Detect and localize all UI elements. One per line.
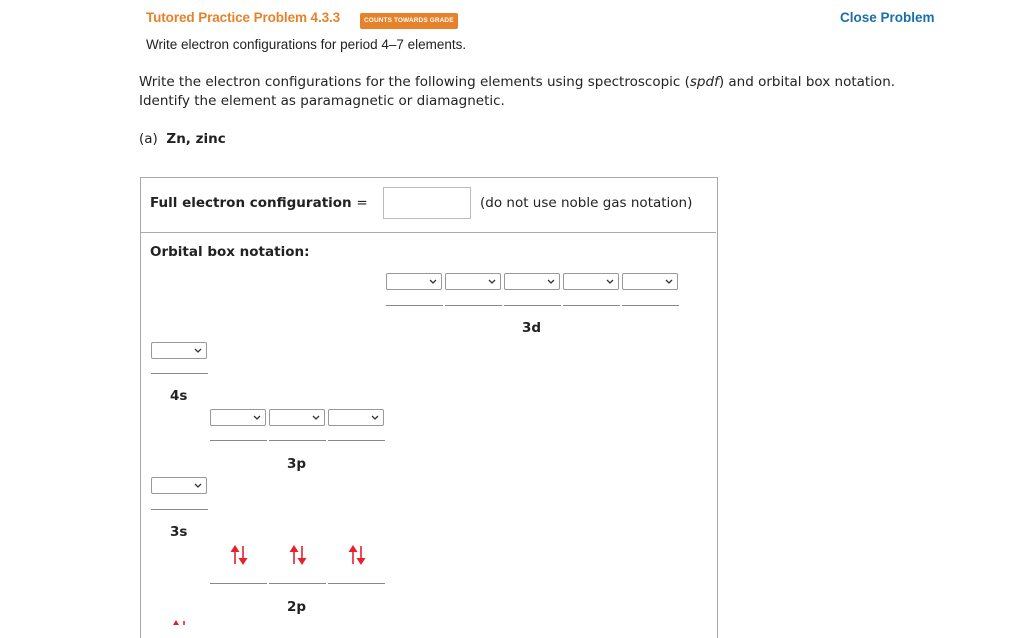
config-input[interactable] <box>383 187 471 219</box>
orbital-select-3d-3[interactable] <box>504 273 560 290</box>
orbital-line <box>210 583 267 584</box>
sublevel-label-3s: 3s <box>170 524 188 540</box>
chevron-down-icon <box>605 274 615 289</box>
chevron-down-icon <box>428 274 438 289</box>
chevron-down-icon <box>370 410 380 425</box>
close-problem-link[interactable]: Close Problem <box>840 10 935 25</box>
orbital-select-3p-2[interactable] <box>269 409 325 426</box>
config-label: Full electron configuration = <box>150 195 368 211</box>
sublevel-label-4s: 4s <box>170 388 188 404</box>
element-name: Zn, zinc <box>166 131 226 147</box>
orbital-select-3p-1[interactable] <box>210 409 266 426</box>
orbital-line <box>622 305 679 306</box>
orbital-select-3d-4[interactable] <box>563 273 619 290</box>
question-prompt: Write the electron configurations for the following elements using spectroscopic (spdf) and orbital box notation. Identify the element as paramagnetic or diamagnetic. <box>139 74 896 109</box>
orbital-line <box>386 305 443 306</box>
chevron-down-icon <box>664 274 674 289</box>
orbital-line <box>563 305 620 306</box>
chevron-down-icon <box>193 343 203 358</box>
orbital-line <box>210 440 267 441</box>
orbital-select-3s[interactable] <box>151 477 207 494</box>
up-down-arrows-icon <box>229 544 249 566</box>
problem-title: Tutored Practice Problem 4.3.3 <box>146 10 341 25</box>
sublevel-label-3p: 3p <box>287 456 307 472</box>
orbital-select-3p-3[interactable] <box>328 409 384 426</box>
orbital-line <box>328 583 385 584</box>
orbital-line <box>269 583 326 584</box>
orbital-select-4s[interactable] <box>151 342 207 359</box>
chevron-down-icon <box>193 478 203 493</box>
chevron-down-icon <box>487 274 497 289</box>
sublevel-label-2p: 2p <box>287 599 307 615</box>
orbital-line <box>269 440 326 441</box>
orbital-box-label: Orbital box notation: <box>150 244 310 260</box>
chevron-down-icon <box>546 274 556 289</box>
up-down-arrows-icon <box>170 617 190 625</box>
sublevel-label-3d: 3d <box>522 320 542 336</box>
orbital-select-3d-2[interactable] <box>445 273 501 290</box>
orbital-line <box>504 305 561 306</box>
orbital-line <box>328 440 385 441</box>
up-down-arrows-icon <box>347 544 367 566</box>
chevron-down-icon <box>311 410 321 425</box>
counts-towards-grade-badge: COUNTS TOWARDS GRADE <box>360 13 458 29</box>
chevron-down-icon <box>252 410 262 425</box>
orbital-select-3d-1[interactable] <box>386 273 442 290</box>
config-note: (do not use noble gas notation) <box>480 195 693 211</box>
orbital-line <box>151 373 208 374</box>
orbital-line <box>445 305 502 306</box>
orbital-line <box>151 509 208 510</box>
orbital-select-3d-5[interactable] <box>622 273 678 290</box>
part-a-label: (a) Zn, zinc <box>139 131 226 147</box>
problem-subtitle: Write electron configurations for period 4–7 elements. <box>146 37 467 52</box>
up-down-arrows-icon <box>288 544 308 566</box>
